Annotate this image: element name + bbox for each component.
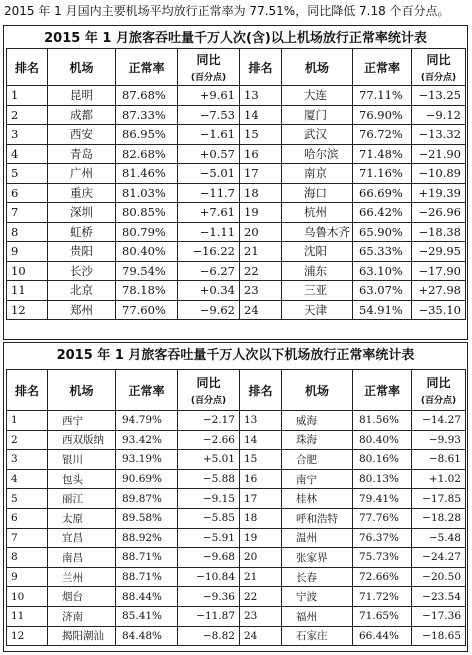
change-cell: −1.61 [178,125,240,145]
airport-cell: 昆明 [48,86,116,106]
rank-cell: 2 [7,430,48,450]
change-cell: −21.90 [412,144,466,164]
change-cell: −17.90 [412,261,466,281]
rank-cell: 7 [7,203,48,223]
airport-cell: 珠海 [282,430,353,450]
rank-cell: 6 [7,183,48,203]
change-cell: −13.32 [412,125,466,145]
table-row [7,242,466,262]
rank-cell: 12 [7,300,48,320]
airport-cell: 大连 [282,86,353,106]
rate-cell: 81.03% [116,183,178,203]
rank-cell: 8 [7,548,48,568]
airport-cell: 青岛 [48,144,116,164]
rank-cell: 14 [240,105,282,125]
rank-cell: 19 [240,203,282,223]
header-change-label: 同比 [196,376,221,390]
rate-cell: 79.41% [353,489,412,509]
table-row [7,489,466,509]
header-rate: 正常率 [353,49,412,86]
change-cell: +9.61 [178,86,240,106]
airport-cell: 丽江 [48,489,116,509]
rate-cell: 89.87% [116,489,178,509]
rank-cell: 20 [240,548,282,568]
rate-cell: 90.69% [116,469,178,489]
rank-cell: 16 [240,469,282,489]
rank-cell: 18 [240,508,282,528]
rank-cell: 20 [240,222,282,242]
airport-cell: 浦东 [282,261,353,281]
rate-cell: 80.16% [353,450,412,470]
rank-cell: 21 [240,567,282,587]
change-cell: −9.12 [412,105,466,125]
change-cell: −24.27 [412,548,466,568]
table-row [7,300,466,320]
airport-cell: 哈尔滨 [282,144,353,164]
header-change-unit: (百分点) [190,73,227,83]
rate-cell: 78.18% [116,281,178,301]
airport-cell: 广州 [48,164,116,184]
rate-cell: 54.91% [353,300,412,320]
rank-cell: 9 [7,242,48,262]
table-title: 2015 年 1 月旅客吞吐量千万人次(含)以上机场放行正常率统计表 [44,31,427,46]
rate-cell: 80.13% [353,469,412,489]
header-rate: 正常率 [116,370,178,411]
airport-cell: 合肥 [282,450,353,470]
rate-cell: 76.37% [353,528,412,548]
change-cell: −5.48 [412,528,466,548]
rate-cell: 88.71% [116,548,178,568]
header-rank: 排名 [240,370,282,411]
header-change-label: 同比 [196,53,221,67]
rate-cell: 80.40% [353,430,412,450]
change-cell: −5.91 [178,528,240,548]
change-cell: −18.38 [412,222,466,242]
rank-cell: 24 [240,626,282,646]
airport-cell: 桂林 [282,489,353,509]
airport-cell: 武汉 [282,125,353,145]
rate-cell: 71.16% [353,164,412,184]
change-cell: −2.66 [178,430,240,450]
table-row [7,528,466,548]
rank-cell: 2 [7,105,48,125]
change-cell: −5.88 [178,469,240,489]
change-cell: −10.89 [412,164,466,184]
rank-cell: 21 [240,242,282,262]
change-cell: +19.39 [412,183,466,203]
airport-cell: 西安 [48,125,116,145]
header-change [412,49,466,86]
table-row [7,606,466,626]
header-airport: 机场 [282,49,353,86]
airport-cell: 厦门 [282,105,353,125]
rank-cell: 13 [240,411,282,431]
table-row [7,144,466,164]
airport-cell: 深圳 [48,203,116,223]
change-cell: −11.87 [178,606,240,626]
header-airport: 机场 [48,49,116,86]
airport-cell: 天津 [282,300,353,320]
airport-cell: 杭州 [282,203,353,223]
change-cell: −16.22 [178,242,240,262]
rate-cell: 65.90% [353,222,412,242]
rank-cell: 16 [240,144,282,164]
table-panel-small-airports [3,342,468,652]
header-airport: 机场 [282,370,353,411]
change-cell: −5.01 [178,164,240,184]
headline-text: 2015 年 1 月国内主要机场平均放行正常率为 77.51%，同比降低 7.18 个百分点。 [4,4,450,18]
rate-cell: 82.68% [116,144,178,164]
rank-cell: 17 [240,164,282,184]
table-row [7,567,466,587]
table-row [7,508,466,528]
airport-cell: 宁波 [282,587,353,607]
rank-cell: 24 [240,300,282,320]
change-cell: −14.27 [412,411,466,431]
table-panel-large-airports [3,25,468,340]
change-cell: −9.68 [178,548,240,568]
airport-cell: 烟台 [48,587,116,607]
rank-cell: 8 [7,222,48,242]
change-cell: −9.93 [412,430,466,450]
rate-cell: 87.68% [116,86,178,106]
table-row [7,183,466,203]
table-row [7,261,466,281]
header-airport: 机场 [48,370,116,411]
rate-cell: 65.33% [353,242,412,262]
change-cell: −29.95 [412,242,466,262]
airport-cell: 贵阳 [48,242,116,262]
rank-cell: 1 [7,86,48,106]
change-cell: +27.98 [412,281,466,301]
airport-cell: 温州 [282,528,353,548]
airport-cell: 海口 [282,183,353,203]
rank-cell: 19 [240,528,282,548]
airport-cell: 银川 [48,450,116,470]
airport-cell: 兰州 [48,567,116,587]
table-row [7,86,466,106]
header-change-label: 同比 [426,53,451,67]
header-rate: 正常率 [116,49,178,86]
table-row [7,450,466,470]
change-cell: −23.54 [412,587,466,607]
rate-cell: 93.42% [116,430,178,450]
change-cell: −10.84 [178,567,240,587]
airport-cell: 南京 [282,164,353,184]
rate-cell: 87.33% [116,105,178,125]
rank-cell: 4 [7,469,48,489]
table-row [7,164,466,184]
rate-cell: 71.72% [353,587,412,607]
rate-cell: 93.19% [116,450,178,470]
header-rank: 排名 [240,49,282,86]
rate-cell: 76.90% [353,105,412,125]
header-change-label: 同比 [426,376,451,390]
change-cell: +0.34 [178,281,240,301]
change-cell: −35.10 [412,300,466,320]
rate-cell: 63.07% [353,281,412,301]
change-cell: −9.62 [178,300,240,320]
airport-cell: 济南 [48,606,116,626]
rate-cell: 80.40% [116,242,178,262]
rank-cell: 5 [7,489,48,509]
table-row [7,125,466,145]
rank-cell: 6 [7,508,48,528]
rank-cell: 13 [240,86,282,106]
table-row [7,281,466,301]
rank-cell: 3 [7,450,48,470]
rank-cell: 15 [240,125,282,145]
header-change [412,370,466,411]
table-row [7,411,466,431]
airport-cell: 成都 [48,105,116,125]
change-cell: −18.28 [412,508,466,528]
rank-cell: 7 [7,528,48,548]
rank-cell: 11 [7,281,48,301]
rank-cell: 23 [240,281,282,301]
rate-cell: 81.46% [116,164,178,184]
airport-cell: 北京 [48,281,116,301]
header-change-unit: (百分点) [190,396,227,406]
change-cell: −13.25 [412,86,466,106]
rate-cell: 79.54% [116,261,178,281]
rate-cell: 80.79% [116,222,178,242]
airport-cell: 石家庄 [282,626,353,646]
rate-cell: 94.79% [116,411,178,431]
rate-cell: 63.10% [353,261,412,281]
header-rate: 正常率 [353,370,412,411]
rate-cell: 76.72% [353,125,412,145]
rate-cell: 80.85% [116,203,178,223]
rate-cell: 77.76% [353,508,412,528]
rate-cell: 66.69% [353,183,412,203]
airport-cell: 揭阳潮汕 [48,626,116,646]
change-cell: −6.27 [178,261,240,281]
airport-cell: 长沙 [48,261,116,281]
airport-cell: 南昌 [48,548,116,568]
airport-cell: 长春 [282,567,353,587]
table-row [7,105,466,125]
header-change [178,370,240,411]
rank-cell: 10 [7,261,48,281]
rank-cell: 14 [240,430,282,450]
rate-cell: 71.65% [353,606,412,626]
change-cell: −8.61 [412,450,466,470]
change-cell: −9.36 [178,587,240,607]
table-row [7,626,466,646]
change-cell: −5.85 [178,508,240,528]
airport-cell: 太原 [48,508,116,528]
header-rank: 排名 [7,370,48,411]
change-cell: −2.17 [178,411,240,431]
table-row [7,203,466,223]
header-rank: 排名 [7,49,48,86]
airport-cell: 张家界 [282,548,353,568]
change-cell: −18.65 [412,626,466,646]
airport-cell: 沈阳 [282,242,353,262]
airport-cell: 呼和浩特 [282,508,353,528]
airport-cell: 三亚 [282,281,353,301]
header-change-unit: (百分点) [420,73,457,83]
airport-cell: 福州 [282,606,353,626]
airport-cell: 威海 [282,411,353,431]
change-cell: −11.7 [178,183,240,203]
change-cell: −17.85 [412,489,466,509]
table-row [7,587,466,607]
rate-cell: 88.92% [116,528,178,548]
header-row [7,370,466,411]
rank-cell: 10 [7,587,48,607]
stats-table [6,48,466,320]
rate-cell: 88.44% [116,587,178,607]
table-row [7,548,466,568]
rate-cell: 75.73% [353,548,412,568]
change-cell: −8.82 [178,626,240,646]
header-change [178,49,240,86]
change-cell: −17.36 [412,606,466,626]
airport-cell: 宜昌 [48,528,116,548]
airport-cell: 西宁 [48,411,116,431]
rank-cell: 23 [240,606,282,626]
rank-cell: 12 [7,626,48,646]
table-row [7,222,466,242]
airport-cell: 乌鲁木齐 [282,222,353,242]
change-cell: −1.11 [178,222,240,242]
rank-cell: 1 [7,411,48,431]
rate-cell: 66.42% [353,203,412,223]
rank-cell: 11 [7,606,48,626]
change-cell: +0.57 [178,144,240,164]
change-cell: +1.02 [412,469,466,489]
rate-cell: 77.11% [353,86,412,106]
rank-cell: 4 [7,144,48,164]
table-title: 2015 年 1 月旅客吞吐量千万人次以下机场放行正常率统计表 [56,348,415,363]
change-cell: +5.01 [178,450,240,470]
airport-cell: 南宁 [282,469,353,489]
rank-cell: 18 [240,183,282,203]
rate-cell: 77.60% [116,300,178,320]
rate-cell: 71.48% [353,144,412,164]
rank-cell: 9 [7,567,48,587]
rank-cell: 17 [240,489,282,509]
change-cell: −9.15 [178,489,240,509]
rank-cell: 22 [240,587,282,607]
rate-cell: 84.48% [116,626,178,646]
rank-cell: 22 [240,261,282,281]
rank-cell: 15 [240,450,282,470]
table-row [7,430,466,450]
rate-cell: 88.71% [116,567,178,587]
header-row [7,49,466,86]
airport-cell: 包头 [48,469,116,489]
rank-cell: 3 [7,125,48,145]
change-cell: −7.53 [178,105,240,125]
rate-cell: 89.58% [116,508,178,528]
airport-cell: 西双版纳 [48,430,116,450]
change-cell: −26.96 [412,203,466,223]
rate-cell: 81.56% [353,411,412,431]
rate-cell: 85.41% [116,606,178,626]
airport-cell: 虹桥 [48,222,116,242]
stats-table [6,369,466,646]
airport-cell: 郑州 [48,300,116,320]
change-cell: −20.50 [412,567,466,587]
change-cell: +7.61 [178,203,240,223]
rate-cell: 86.95% [116,125,178,145]
rank-cell: 5 [7,164,48,184]
rate-cell: 72.66% [353,567,412,587]
header-change-unit: (百分点) [420,396,457,406]
table-row [7,469,466,489]
rate-cell: 66.44% [353,626,412,646]
airport-cell: 重庆 [48,183,116,203]
